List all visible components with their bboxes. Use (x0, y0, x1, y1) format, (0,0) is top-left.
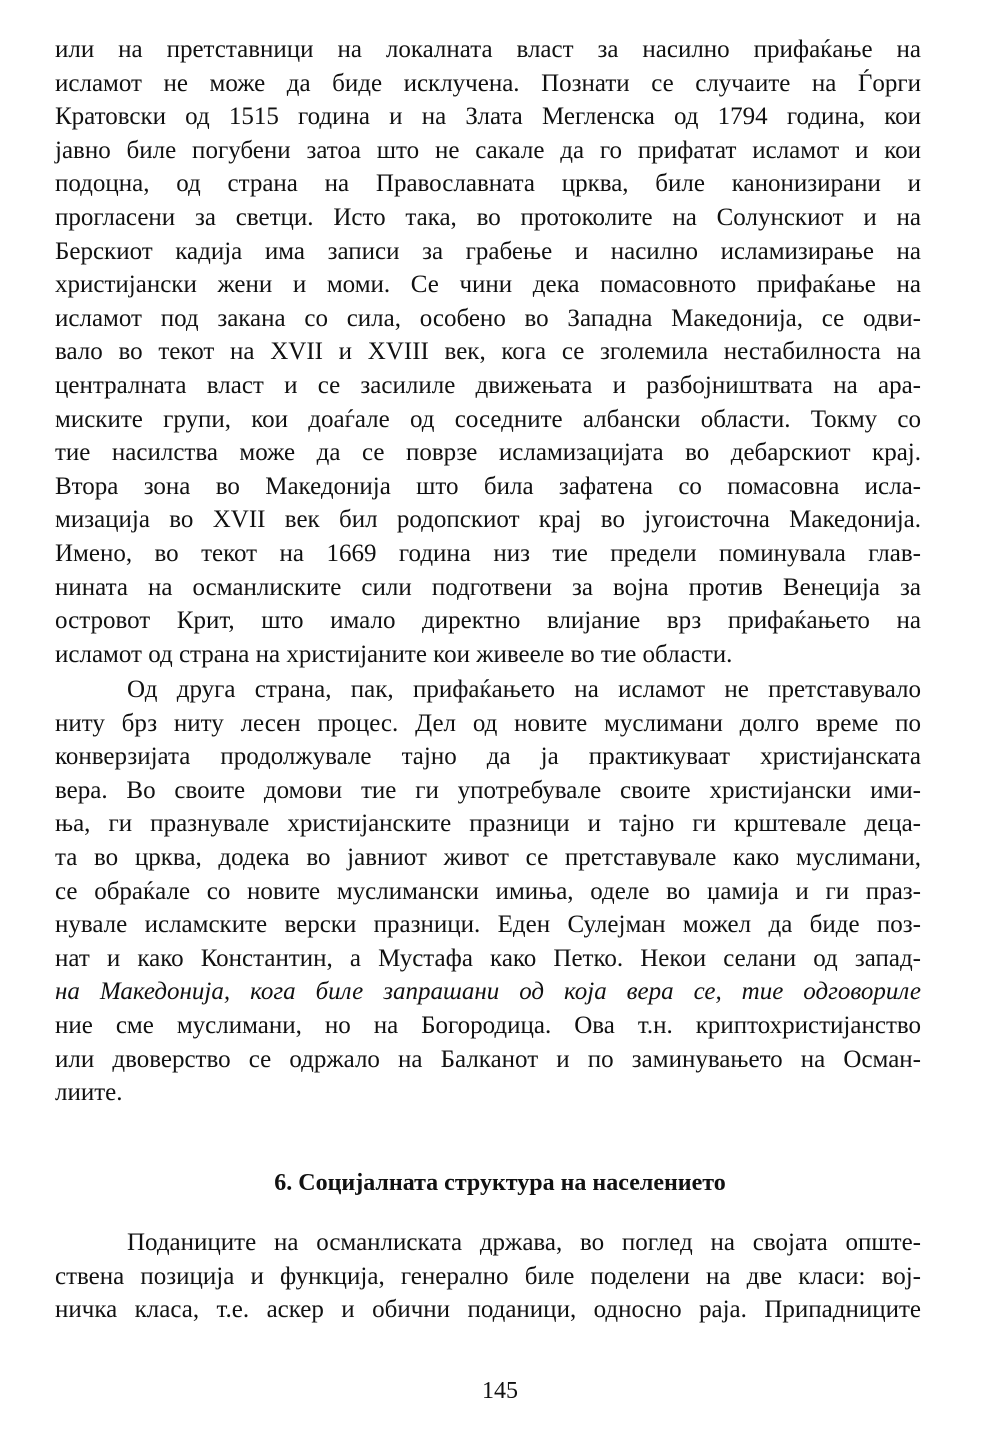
text-segment: исламот под закана со сила, особено во Западна Македонија, се одви- (55, 304, 921, 332)
text-line (55, 875, 921, 909)
text-segment: вера. Во своите домови тие ги употребувале своите христијански ими- (55, 776, 921, 804)
text-line (55, 942, 921, 976)
text-segment: или на претставници на локалната власт за насилно прифаќање на (55, 36, 921, 63)
text-segment: Поданиците на османлиската држава, во поглед на својата опште- (127, 1229, 921, 1256)
text-line (55, 604, 921, 638)
text-segment: прогласени за светци. Исто така, во протоколите на Солунскиот и на (55, 203, 921, 231)
text-line (55, 774, 921, 808)
text-line (55, 100, 921, 134)
text-line (55, 1260, 921, 1294)
text-line (55, 908, 921, 942)
text-segment: Имено, во текот на 1669 година низ тие предели поминувала глав- (55, 539, 921, 567)
text-line (55, 335, 921, 369)
text-line (55, 67, 921, 101)
text-line (55, 537, 921, 571)
text-line (55, 975, 921, 1009)
text-segment: та во црква, додека во јавниот живот се претставувале како муслимани, (55, 843, 921, 871)
text-line (55, 1226, 921, 1260)
text-line (55, 235, 921, 269)
page-number: 145 (482, 1378, 518, 1404)
text-segment: јавно биле погубени затоа што не сакале да го прифатат исламот и кои (55, 136, 921, 164)
text-line (55, 167, 921, 201)
text-segment: подоцна, од страна на Православната црква, биле канонизирани и (55, 170, 921, 198)
text-line (55, 503, 921, 537)
text-segment: островот Крит, што имало директно влијание врз прифаќањето на (55, 607, 921, 635)
paragraph-2 (55, 673, 921, 1110)
text-line (55, 201, 921, 235)
section-heading: 6. Социјалната структура на населението (274, 1170, 726, 1196)
text-line (55, 470, 921, 504)
text-line (55, 134, 921, 168)
text-segment: ствена позиција и функција, генерално биле поделени на две класи: вој- (55, 1262, 921, 1290)
text-segment: нат и како Константин, а Мустафа како Петко. Некои селани од запад- (55, 944, 921, 972)
text-segment: Втора зона во Македонија што била зафатена со помасовна исла- (55, 472, 921, 500)
text-segment: Кратовски од 1515 година и на Злата Мегленска од 1794 година, кои (55, 103, 921, 131)
text-line (55, 1009, 921, 1043)
text-line (55, 268, 921, 302)
text-line (55, 436, 921, 470)
text-line (55, 571, 921, 605)
text-segment: ничка класа, т.е. аскер и обични поданици, односно раја. Припадниците (55, 1296, 921, 1324)
text-segment: лиите. (55, 1079, 123, 1107)
text-segment: мизација во XVII век бил родопскиот крај во југоисточна Македонија. (55, 506, 921, 534)
paragraph-1 (55, 33, 921, 671)
text-segment: миските групи, кои доаѓале од соседните албански области. Токму со (55, 405, 921, 433)
text-line (55, 302, 921, 336)
text-line (55, 1043, 921, 1077)
text-segment: Од друга страна, пак, прифаќањето на исламот не претставувало (127, 676, 921, 703)
text-segment: исламот од страна на христијаните кои живееле во тие области. (55, 640, 733, 668)
italic-quote: на Македонија, кога биле запрашани од која вера се, тие одговориле (55, 978, 921, 1006)
text-line (55, 403, 921, 437)
text-segment: . Ова т.н. криптохристијанство (545, 1011, 921, 1039)
text-line (55, 1293, 921, 1327)
text-segment: христијански жени и моми. Се чини дека помасовното прифаќање на (55, 271, 921, 299)
paragraph-3 (55, 1226, 921, 1327)
text-line (55, 369, 921, 403)
text-segment: нината на османлиските сили подготвени за војна против Венеција за (55, 573, 921, 601)
text-line (55, 841, 921, 875)
text-segment: исламот не може да биде исклучена. Познати се случаите на Ѓорги (55, 69, 921, 97)
text-line (55, 707, 921, 741)
text-segment: тие насилства може да се поврзе исламизацијата во дебарскиот крај. (55, 439, 921, 467)
text-segment: нувале исламските верски празници. Еден Сулејман можел да биде поз- (55, 911, 921, 939)
text-segment: конверзијата продолжувале тајно да ја практикуваат христијанската (55, 743, 921, 771)
text-line (55, 807, 921, 841)
text-line (55, 673, 921, 707)
text-segment: се обраќале со новите муслимански имиња, оделе во џамија и ги праз- (55, 877, 921, 905)
text-segment: ниту брз ниту лесен процес. Дел од новите муслимани долго време по (55, 709, 921, 737)
text-line (55, 638, 921, 672)
text-line (55, 33, 921, 67)
text-line (55, 1076, 921, 1110)
text-segment: вало во текот на XVII и XVIII век, кога се зголемила нестабилноста на (55, 338, 921, 366)
text-segment: Берскиот кадија има записи за грабење и насилно исламизирање на (55, 237, 921, 265)
text-segment: или двоверство се одржало на Балканот и по заминувањето на Осман- (55, 1045, 921, 1073)
text-segment: централната власт и се засилиле движењата и разбојништвата на ара- (55, 371, 921, 399)
text-segment: ња, ги празнувале христијанските празници и тајно ги крштевале деца- (55, 810, 921, 838)
text-line (55, 740, 921, 774)
text-segment: ние сме муслимани, но на Богородица (55, 1011, 546, 1039)
